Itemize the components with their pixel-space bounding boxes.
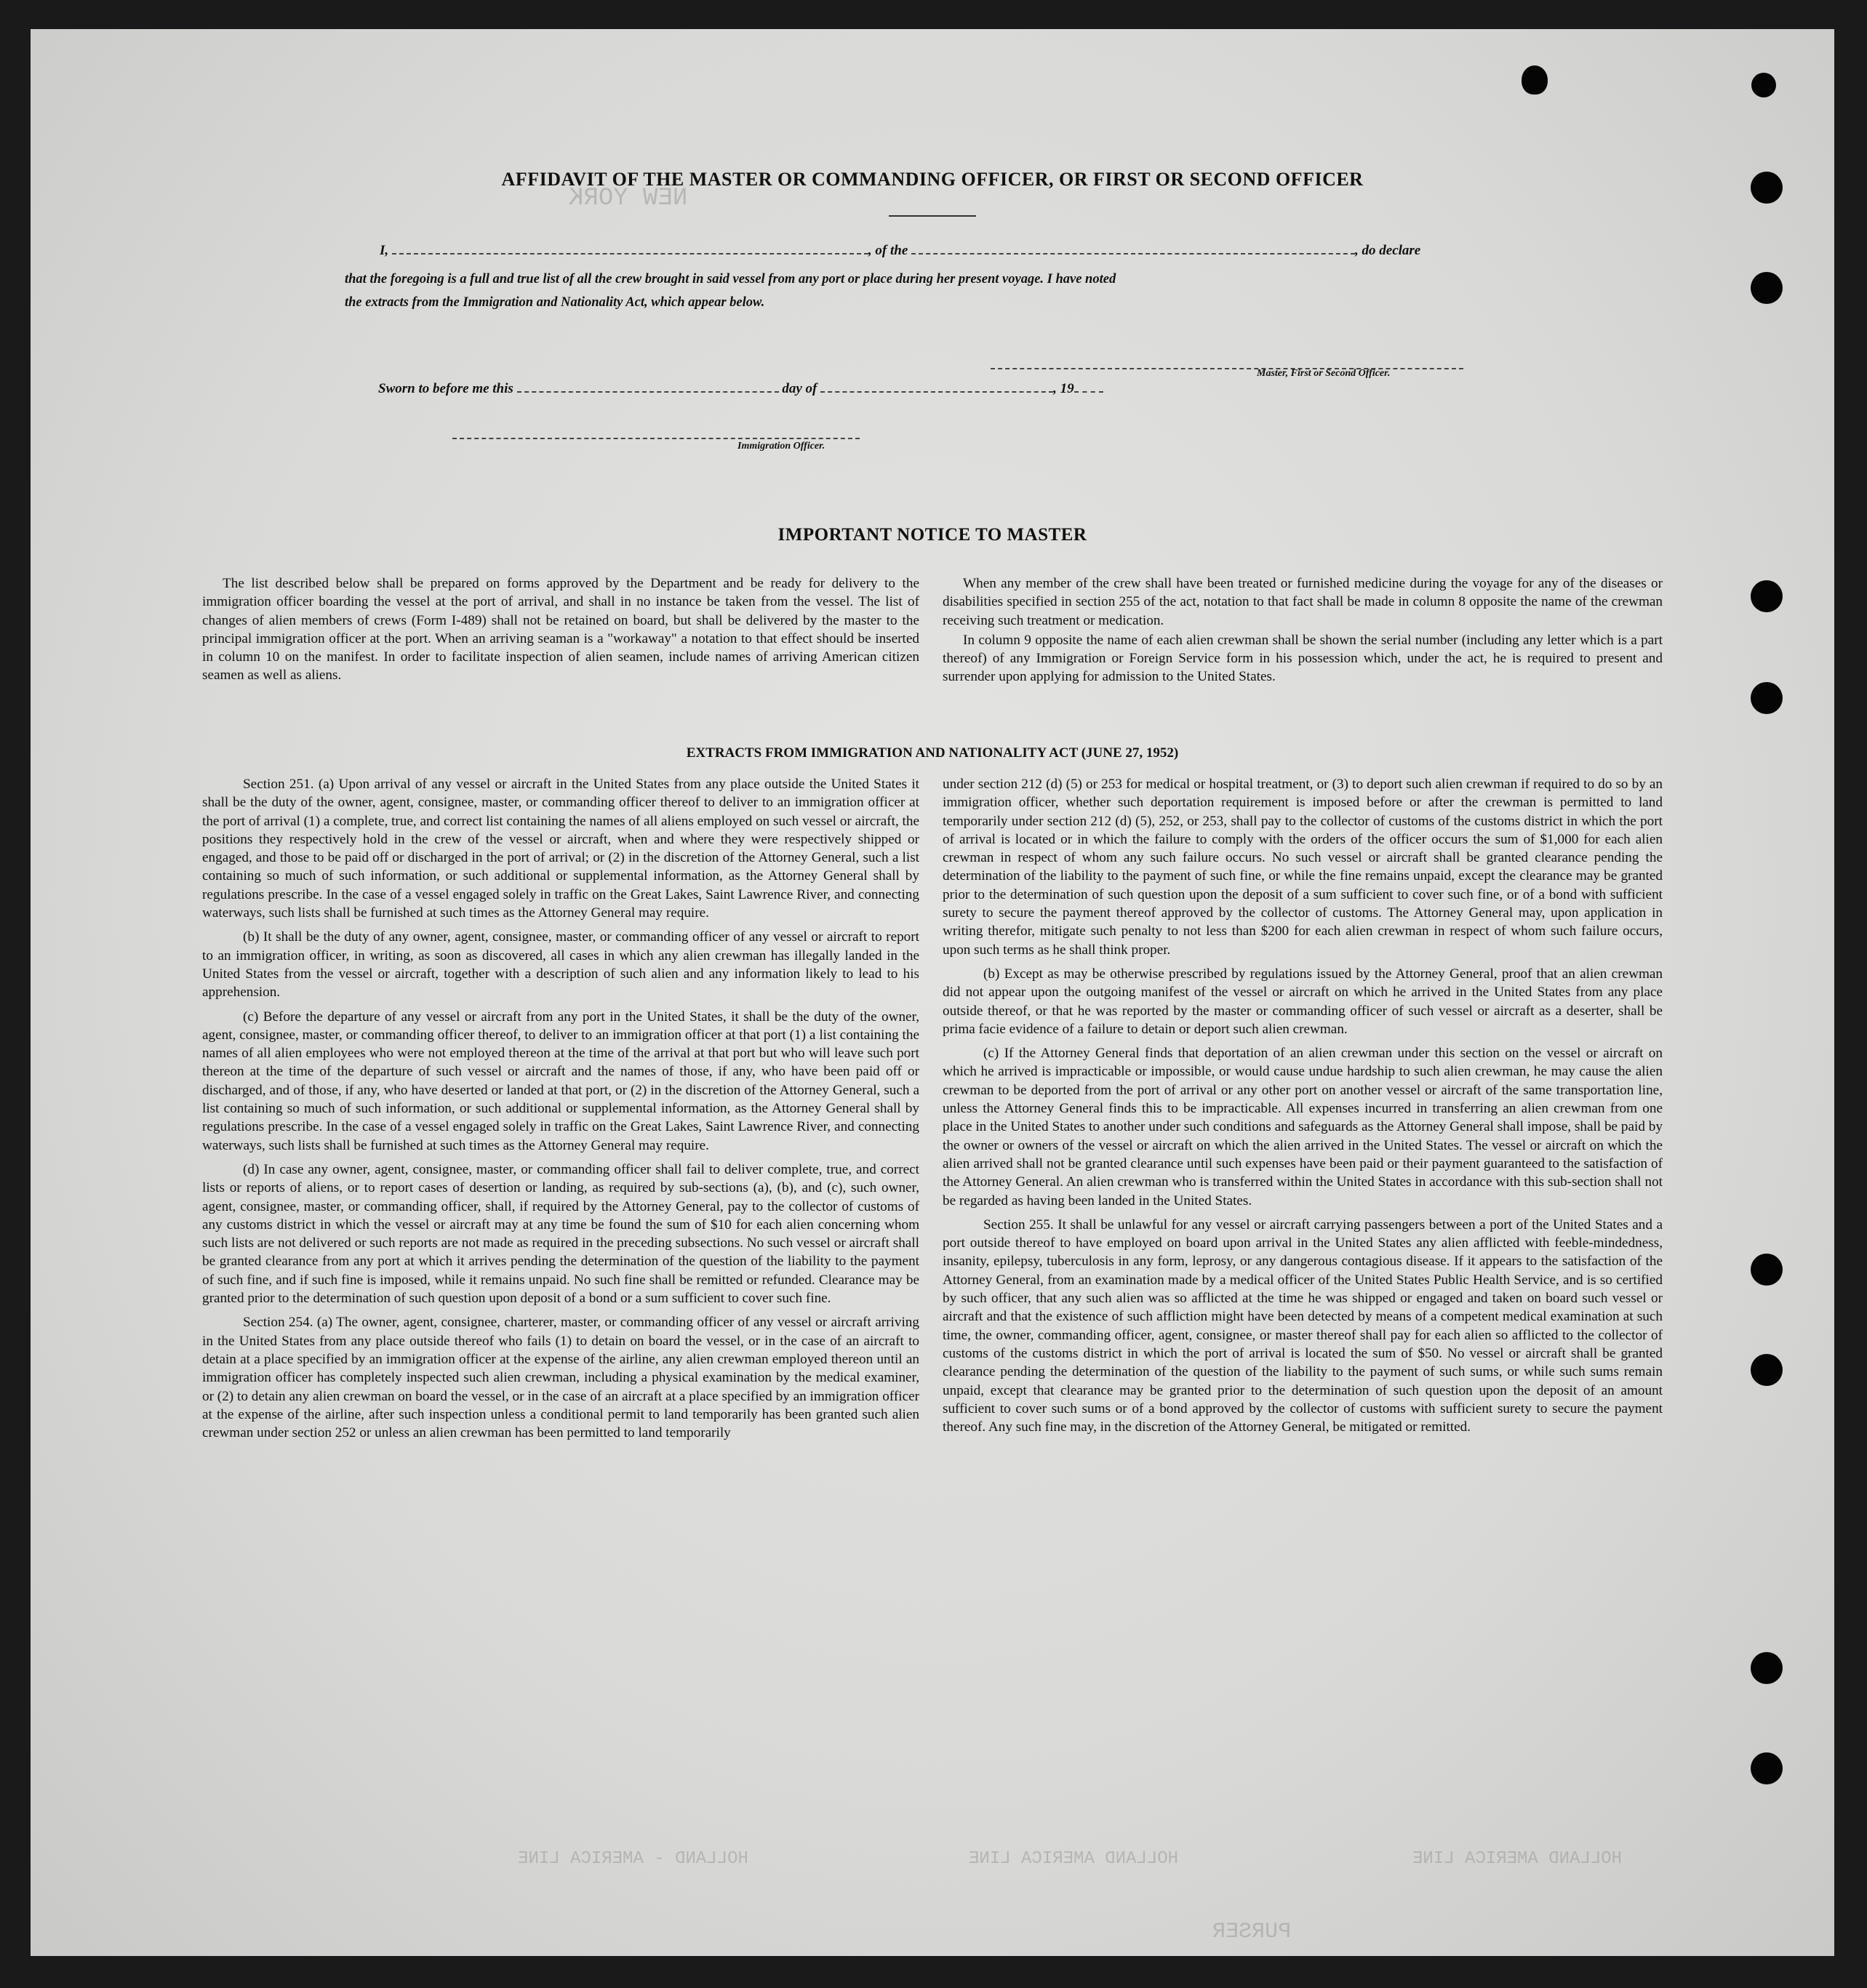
punch-hole — [1751, 1354, 1783, 1386]
section-254b: (b) Except as may be otherwise prescribed by regulations issued by the Attorney General, proof that an alien crewman did not appear upon the outgoing manifest of the vessel or aircraft on which he arrived in the United States from any place outside thereof, or that he was reported by the master or commanding officer of such vessel or aircraft as a deserter, shall be prima facie evidence of a failure to detain or deport such alien crewman. — [943, 966, 1663, 1037]
year-blank — [1074, 381, 1103, 393]
affidavit-title: AFFIDAVIT OF THE MASTER OR COMMANDING OFFICER, OR FIRST OR SECOND OFFICER — [501, 169, 1364, 190]
notice-right-paragraph-2: In column 9 opposite the name of each alien crewman shall be shown the serial number (including any letter which is a part thereof) of any Immigration or Foreign Service form in his possession which, under the act, he is required to present and surrender upon applying for admission to the United States. — [943, 632, 1663, 685]
master-signature-blank — [991, 358, 1463, 369]
punch-hole — [1751, 272, 1783, 304]
section-251d: (d) In case any owner, agent, consignee, master, or commanding officer shall fail to deliver complete, true, and correct lists or reports of aliens, or to report cases of desertion or landing, as required by sub-sections (a), (b), and (c), such owner, agent, consignee, master, or commanding officer, shall, if required by the Attorney General, pay to the collector of customs of any customs district in which the vessel or aircraft may at any time be found the sum of $10 for each alien concerning whom such lists are not delivered or such reports are not made as required in the preceding subsections. No such vessel or aircraft shall be granted clearance from any port at which it arrives pending the determination of the question of the liability to the payment of such fine, and if such fine is imposed, while it remains unpaid. No such fine shall be remitted or refunded. Clearance may be granted prior to the determination of such question upon deposit of a bond or a sum sufficient to cover such fine. — [202, 1161, 919, 1307]
title-underline — [889, 215, 976, 217]
section-251b: (b) It shall be the duty of any owner, agent, consignee, master, or commanding officer of any vessel or aircraft to report to an immigration officer, in writing, as soon as discovered, all cases in which any alien crewman has illegally landed in the United States from the vessel or aircraft, together with a description of such alien and any information likely to lead to his apprehension. — [202, 929, 919, 1001]
day-of-label: day of — [782, 381, 817, 396]
declaration-line-1: that the foregoing is a full and true list of all the crew brought in said vessel from any port or place during her present voyage. I have noted — [345, 272, 1116, 286]
bleed-through-footer: HOLLAND AMERICA LINE — [969, 1849, 1179, 1869]
master-signature-label: Master, First or Second Officer. — [1257, 368, 1391, 379]
section-254a-continued: under section 212 (d) (5) or 253 for medical or hospital treatment, or (3) to deport such alien crewman if required to do so by an immigration officer, whether such deportation requirement is imposed before or after the crewman is permitted to land temporarily under section 212 (d) (5), 252, or 253, shall pay to the collector of customs of the customs district in which the port of arrival is located or in which the failure to comply with the orders of the officer occurs the sum of $1,000 for each alien crewman in respect of whom any such failure occurs. No such vessel or aircraft shall be granted clearance pending the determination of the liability to the payment of such fine, or while the fine remains unpaid, except the clearance may be granted prior to the determination of such question upon the deposit of a sum sufficient to cover such fine, or of a bond with sufficient surety to secure the payment thereof approved by the collector of customs. The Attorney General may, upon application in writing therefor, mitigate such penalty to not less than $200 for each alien crewman in respect of whom such failure occurs, upon such terms as he shall think proper. — [943, 777, 1663, 958]
section-254c: (c) If the Attorney General finds that deportation of an alien crewman under this section on the vessel or aircraft on which he arrived is impracticable or impossible, or would cause undue hardship to such alien crewman, he may cause the alien crewman to be deported from the port of arrival or any other port on another vessel or aircraft of the same transportation line, unless the Attorney General finds this to be impracticable. All expenses incurred in transferring an alien crewman from one place in the United States to another under such conditions and safeguards as the Attorney General shall impose, shall be paid by the owner or owners of the vessel or aircraft on which the alien arrived in the United States. The vessel or aircraft on which the alien arrived shall not be granted clearance until such expenses have been paid or their payment guaranteed to the satisfaction of the Attorney General. An alien crewman who is transferred within the United States in accordance with this sub-section shall not be regarded as having been landed in the United States. — [943, 1046, 1663, 1209]
section-254a: Section 254. (a) The owner, agent, consignee, charterer, master, or commanding officer of any vessel or aircraft arriving in the United States from any place outside thereof who fails (1) to detain on board the vessel, or in the case of an aircraft to detain at a place specified by an immigration officer at the expense of the airline, any alien crewman employed thereon until an immigration officer has completely inspected such alien crewman, including a physical examination by the medical examiner, or (2) to detain any alien crewman on board the vessel, or in the case of an aircraft at a place specified by an immigration officer at the expense of the airline, after such inspection unless a conditional permit to land temporarily has been granted such alien crewman under section 252 or unless an alien crewman has been permitted to land temporarily — [202, 1315, 919, 1441]
punch-hole — [1751, 73, 1776, 97]
declaration-line-2: the extracts from the Immigration and Nationality Act, which appear below. — [345, 295, 765, 310]
extracts-left-column — [202, 775, 919, 1448]
sworn-month-blank — [820, 381, 1053, 393]
bleed-through-port: NEW YORK — [569, 185, 688, 212]
sworn-day-blank — [517, 381, 779, 393]
punch-hole — [1751, 682, 1783, 714]
sworn-line — [378, 381, 1103, 397]
notice-left-paragraph: The list described below shall be prepared on forms approved by the Department and be ready for delivery to the immigration officer boarding the vessel at the port of arrival, and shall in no instance be taken from the vessel. The list of changes of alien members of crews (Form I-489) shall not be retained on board, but shall be delivered by the master to the principal immigration officer at the port. When an arriving seaman is a "workaway" a notation to that effect should be inserted in column 10 on the manifest. In order to facilitate inspection of alien seamen, include names of arriving American citizen seamen as well as aliens. — [202, 576, 919, 684]
i-label: I, — [380, 243, 389, 258]
notice-left-column — [202, 574, 919, 685]
sworn-label: Sworn to before me this — [378, 381, 513, 396]
section-255: Section 255. It shall be unlawful for any vessel or aircraft carrying passengers between a port of the United States and a port outside thereof to have employed on board upon arrival in the United States any alien afflicted with feeble-mindedness, insanity, epilepsy, tuberculosis in any form, leprosy, or any dangerous contagious disease. If it appears to the satisfaction of the Attorney General, from an examination made by a medical officer of the United States Public Health Service, and is so certified by such officer, that any such alien was so afflicted at the time he was shipped or engaged and taken on board such vessel or aircraft and that the existence of such affliction might have been detected by means of a competent medical examination at such time, the owner, commanding officer, agent, consignee, or master thereof shall pay for each alien so afflicted to the collector of customs of the customs district in which the port of arrival is located the sum of $50. No vessel or aircraft shall be granted clearance pending the determination of the question of the liability to the payment of such sums, or while such sums remain unpaid, except that clearance may be granted prior to the determination of such question upon the deposit of an amount sufficient to cover such sums or of a bond approved by the collector of customs with sufficient surety to secure the payment thereof. Any such fine may, in the discretion of the Attorney General, be mitigated or remitted. — [943, 1217, 1663, 1435]
bleed-through-purser: PURSER — [1212, 1920, 1292, 1944]
immigration-officer-blank — [452, 428, 860, 439]
immigration-officer-label: Immigration Officer. — [737, 441, 825, 452]
bleed-through-footer: HOLLAND AMERICA LINE — [1412, 1849, 1623, 1869]
punch-hole — [1751, 1254, 1783, 1286]
extracts-title: EXTRACTS FROM IMMIGRATION AND NATIONALITY ACT (JUNE 27, 1952) — [686, 745, 1179, 761]
do-declare-label: , do declare — [1355, 243, 1421, 258]
ink-blot — [1522, 65, 1548, 95]
vessel-blank — [911, 243, 1355, 254]
notice-right-paragraph-1: When any member of the crew shall have been treated or furnished medicine during the voyage for any of the diseases or disabilities specified in section 255 of the act, notation to that fact shall be made in column 8 opposite the name of the crewman receiving such treatment or medication. — [943, 576, 1663, 628]
of-the-label: , of the — [868, 243, 908, 258]
extracts-right-column — [943, 775, 1663, 1442]
year-label: , 19 — [1053, 381, 1074, 396]
punch-hole — [1751, 1752, 1783, 1784]
punch-hole — [1751, 1652, 1783, 1684]
declaration-name-line — [380, 243, 1420, 259]
manifest-page — [31, 29, 1834, 1956]
section-251c: (c) Before the departure of any vessel or aircraft from any port in the United States, it shall be the duty of the owner, agent, consignee, master, or commanding officer thereof, to deliver to an immigration officer at that port (1) a list containing the names of all alien employees who were not employed thereon at the time of the arrival at that port but who will leave such port thereon at the time of the departure of such vessel or aircraft and the names of those, if any, who have been paid off or discharged, and of those, if any, who have deserted or landed at that port, or (2) in the discretion of the Attorney General, such a list containing so much of such information, or such additional or supplemental information, as the Attorney General shall by regulations prescribe. In the case of a vessel engaged solely in traffic on the Great Lakes, Saint Lawrence River, and connecting waterways, such lists shall be furnished at such times as the Attorney General may require. — [202, 1009, 919, 1153]
punch-hole — [1751, 580, 1783, 612]
notice-right-column — [943, 574, 1663, 686]
name-blank — [392, 243, 868, 254]
bleed-through-footer: HOLLAND - AMERICA LINE — [518, 1849, 748, 1869]
section-251a: Section 251. (a) Upon arrival of any vessel or aircraft in the United States from any place outside the United States it shall be the duty of the owner, agent, consignee, master, or commanding officer thereof to deliver to an immigration officer at the port of arrival (1) a complete, true, and correct list containing the names of all aliens employed on such vessel or aircraft, the positions they respectively hold in the crew of the vessel or aircraft, when and where they were respectively shipped or engaged, and those to be paid off or discharged in the port of arrival; or (2) in the discretion of the Attorney General, such a list containing so much of such information, or such additional or supplemental information, as the Attorney General shall by regulations prescribe. In the case of a vessel engaged solely in traffic on the Great Lakes, Saint Lawrence River, and connecting waterways, such lists shall be furnished at such times as the Attorney General may require. — [202, 777, 919, 921]
notice-title: IMPORTANT NOTICE TO MASTER — [777, 525, 1087, 545]
